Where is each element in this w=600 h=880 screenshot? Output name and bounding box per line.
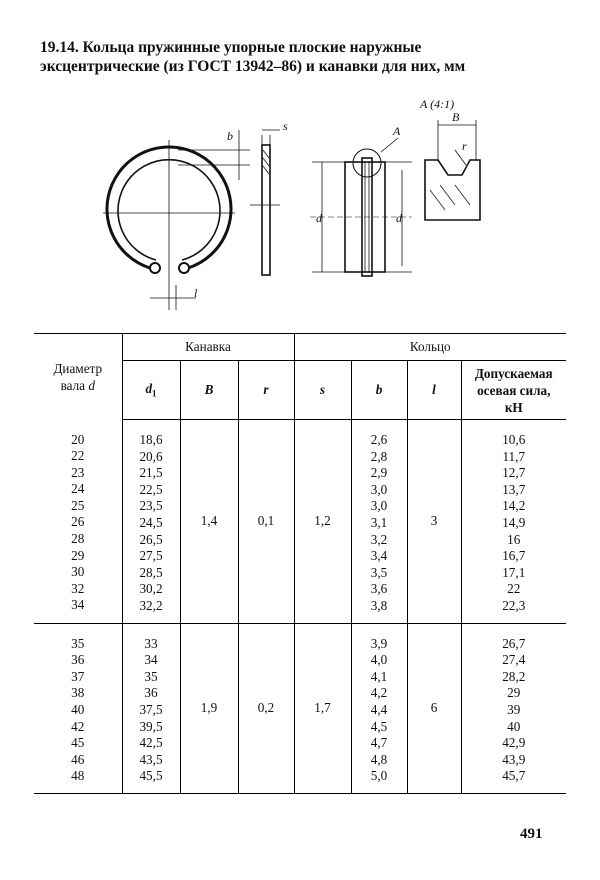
cell-s: 1,2 [294, 420, 351, 624]
label-d1: d [396, 211, 402, 225]
header-b: b [351, 361, 407, 420]
label-B: B [452, 110, 460, 124]
col-force: 26,7 27,4 28,2 29 39 40 42,9 43,9 45,7 [461, 623, 566, 793]
header-B: B [180, 361, 238, 420]
col-d: 35 36 37 38 40 42 45 46 48 [34, 623, 122, 793]
dimensions-table [34, 333, 566, 794]
col-d1: 18,6 20,6 21,5 22,5 23,5 24,5 26,5 27,5 28,5 30,2 32,2 [122, 420, 180, 624]
header-r: r [238, 361, 294, 420]
cell-s: 1,7 [294, 623, 351, 793]
page-number: 491 [520, 826, 543, 842]
detail-title: A (4:1) [420, 97, 455, 111]
cell-l: 3 [407, 420, 461, 624]
header-diameter: Диаметр вала d [34, 334, 122, 420]
header-force: Допускаемая осевая сила, кН [461, 361, 566, 420]
header-ring: Кольцо [294, 334, 566, 361]
label-d: d [316, 211, 322, 225]
header-l: l [407, 361, 461, 420]
shaft-view [310, 138, 412, 276]
title-line-2: эксцентрические (из ГОСТ 13942–86) и канавки для них, мм [40, 58, 466, 75]
col-b: 3,9 4,0 4,1 4,2 4,4 4,5 4,7 4,8 5,0 [351, 623, 407, 793]
header-s: s [294, 361, 351, 420]
label-l: l [194, 286, 198, 300]
table-group-2 [34, 623, 566, 793]
cell-r: 0,2 [238, 623, 294, 793]
table-group-1 [34, 420, 566, 624]
cell-r: 0,1 [238, 420, 294, 624]
ring-side-view [250, 130, 280, 275]
ring-and-groove-drawing [0, 0, 600, 330]
label-s: s [283, 119, 288, 133]
detail-A [425, 120, 480, 220]
col-force: 10,6 11,7 12,7 13,7 14,2 14,9 16 16,7 17,1 22 22,3 [461, 420, 566, 624]
cell-B: 1,4 [180, 420, 238, 624]
header-groove: Канавка [122, 334, 294, 361]
ring-front-view [103, 130, 250, 310]
col-d1: 33 34 35 36 37,5 39,5 42,5 43,5 45,5 [122, 623, 180, 793]
label-b: b [227, 129, 233, 143]
header-d1: $d_1$ [122, 361, 180, 420]
cell-l: 6 [407, 623, 461, 793]
col-b: 2,6 2,8 2,9 3,0 3,0 3,1 3,2 3,4 3,5 3,6 3,8 [351, 420, 407, 624]
col-d: 20 22 23 24 25 26 28 29 30 32 34 [34, 420, 122, 624]
cell-B: 1,9 [180, 623, 238, 793]
label-A: A [393, 124, 401, 138]
title-line-1: 19.14. Кольца пружинные упорные плоские наружные [40, 39, 422, 56]
label-r: r [462, 139, 467, 153]
